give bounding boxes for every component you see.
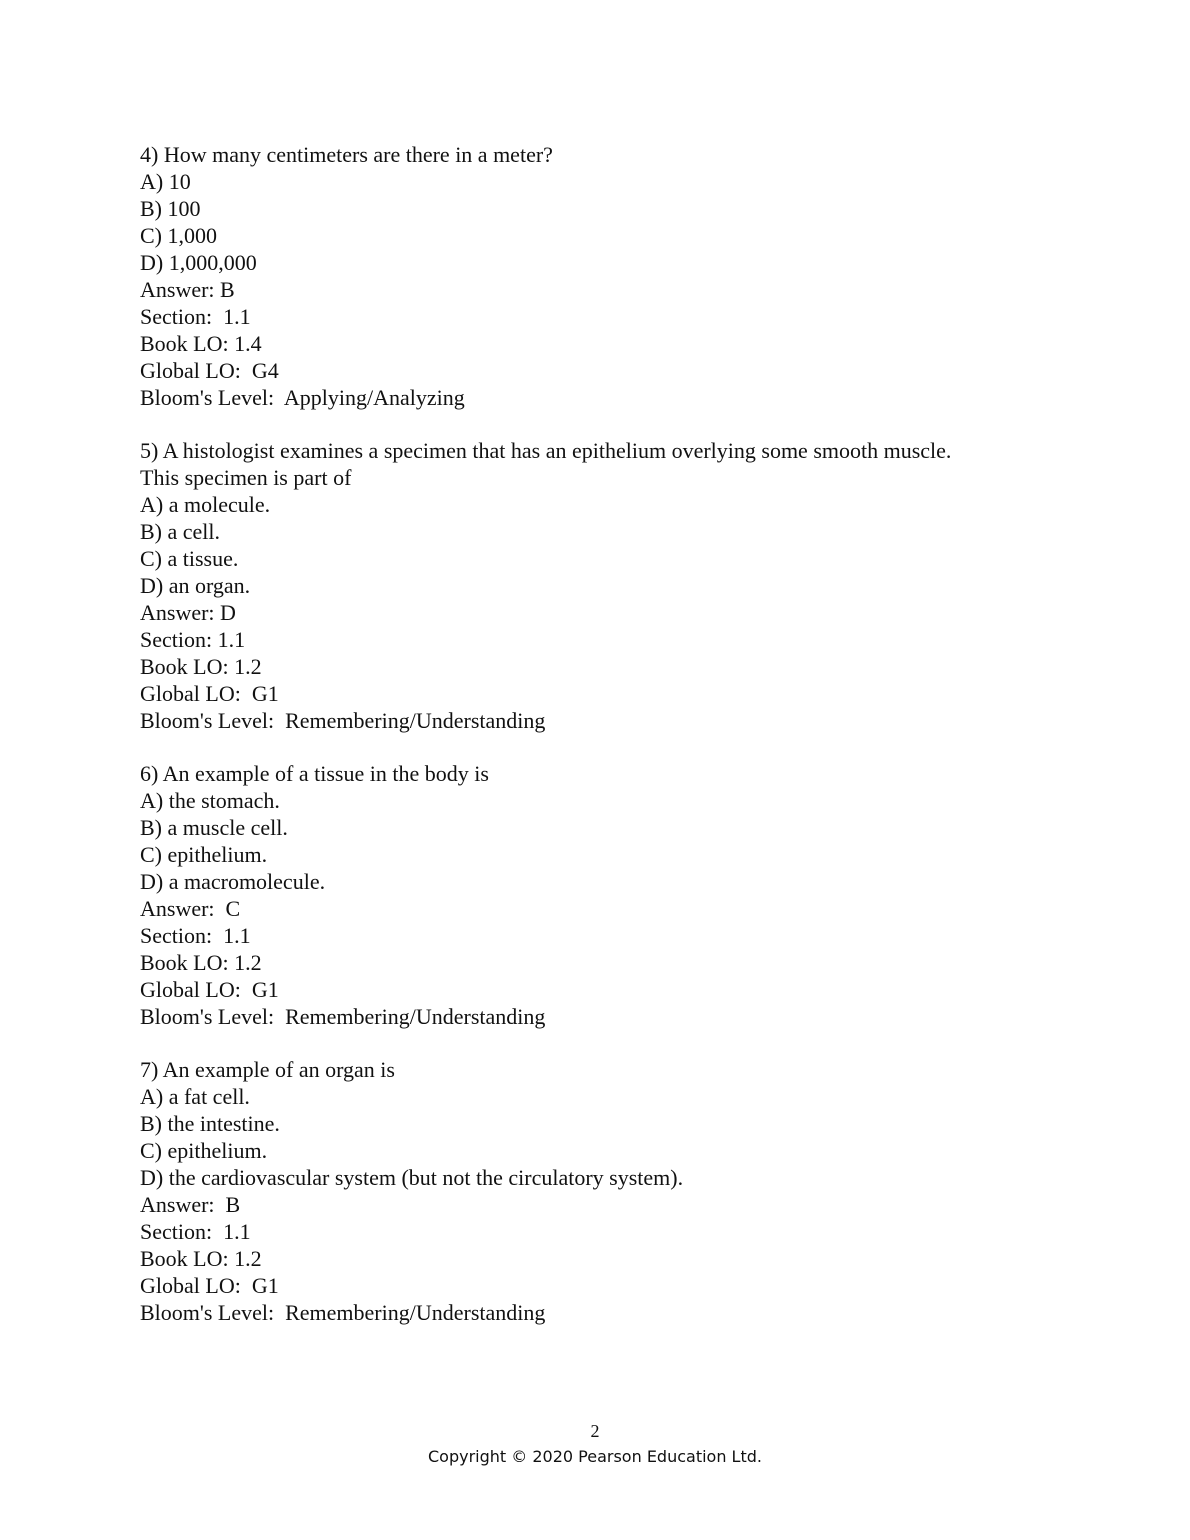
global-lo: Global LO: G1 — [140, 977, 279, 1002]
book-lo: Book LO: 1.2 — [140, 1246, 262, 1271]
question-6 — [140, 760, 1070, 1030]
answer: Answer: B — [140, 277, 235, 302]
blooms-level: Bloom's Level: Remembering/Understanding — [140, 1004, 546, 1029]
option-b: B) the intestine. — [140, 1111, 280, 1136]
answer: Answer: C — [140, 896, 241, 921]
option-b: B) 100 — [140, 196, 201, 221]
book-lo: Book LO: 1.2 — [140, 950, 262, 975]
question-5 — [140, 437, 1070, 734]
option-c: C) epithelium. — [140, 842, 268, 867]
option-a: A) 10 — [140, 169, 191, 194]
answer: Answer: D — [140, 600, 236, 625]
option-a: A) the stomach. — [140, 788, 280, 813]
page-number: 2 — [590, 1421, 600, 1441]
option-a: A) a fat cell. — [140, 1084, 250, 1109]
blooms-level: Bloom's Level: Applying/Analyzing — [140, 385, 465, 410]
global-lo: Global LO: G1 — [140, 681, 279, 706]
global-lo: Global LO: G1 — [140, 1273, 279, 1298]
option-d: D) the cardiovascular system (but not the circulatory system). — [140, 1165, 684, 1190]
book-lo: Book LO: 1.4 — [140, 331, 262, 356]
option-d: D) 1,000,000 — [140, 250, 257, 275]
option-b: B) a muscle cell. — [140, 815, 288, 840]
blooms-level: Bloom's Level: Remembering/Understanding — [140, 708, 546, 733]
question-text: 5) A histologist examines a specimen that has an epithelium overlying some smooth muscle. — [140, 438, 952, 463]
question-text: 4) How many centimeters are there in a meter? — [140, 142, 553, 167]
section: Section: 1.1 — [140, 627, 246, 652]
section: Section: 1.1 — [140, 1219, 251, 1244]
option-d: D) a macromolecule. — [140, 869, 326, 894]
question-text: 6) An example of a tissue in the body is — [140, 761, 489, 786]
question-text: 7) An example of an organ is — [140, 1057, 395, 1082]
question-text-continued: This specimen is part of — [140, 465, 352, 490]
option-c: C) epithelium. — [140, 1138, 268, 1163]
question-4 — [140, 141, 1070, 411]
book-lo: Book LO: 1.2 — [140, 654, 262, 679]
option-c: C) 1,000 — [140, 223, 217, 248]
section: Section: 1.1 — [140, 923, 251, 948]
copyright-notice: Copyright © 2020 Pearson Education Ltd. — [428, 1447, 762, 1466]
question-7 — [140, 1056, 1070, 1326]
option-c: C) a tissue. — [140, 546, 239, 571]
global-lo: Global LO: G4 — [140, 358, 279, 383]
section: Section: 1.1 — [140, 304, 251, 329]
option-b: B) a cell. — [140, 519, 221, 544]
answer: Answer: B — [140, 1192, 241, 1217]
document-page — [140, 141, 1070, 1352]
option-d: D) an organ. — [140, 573, 251, 598]
blooms-level: Bloom's Level: Remembering/Understanding — [140, 1300, 546, 1325]
option-a: A) a molecule. — [140, 492, 271, 517]
